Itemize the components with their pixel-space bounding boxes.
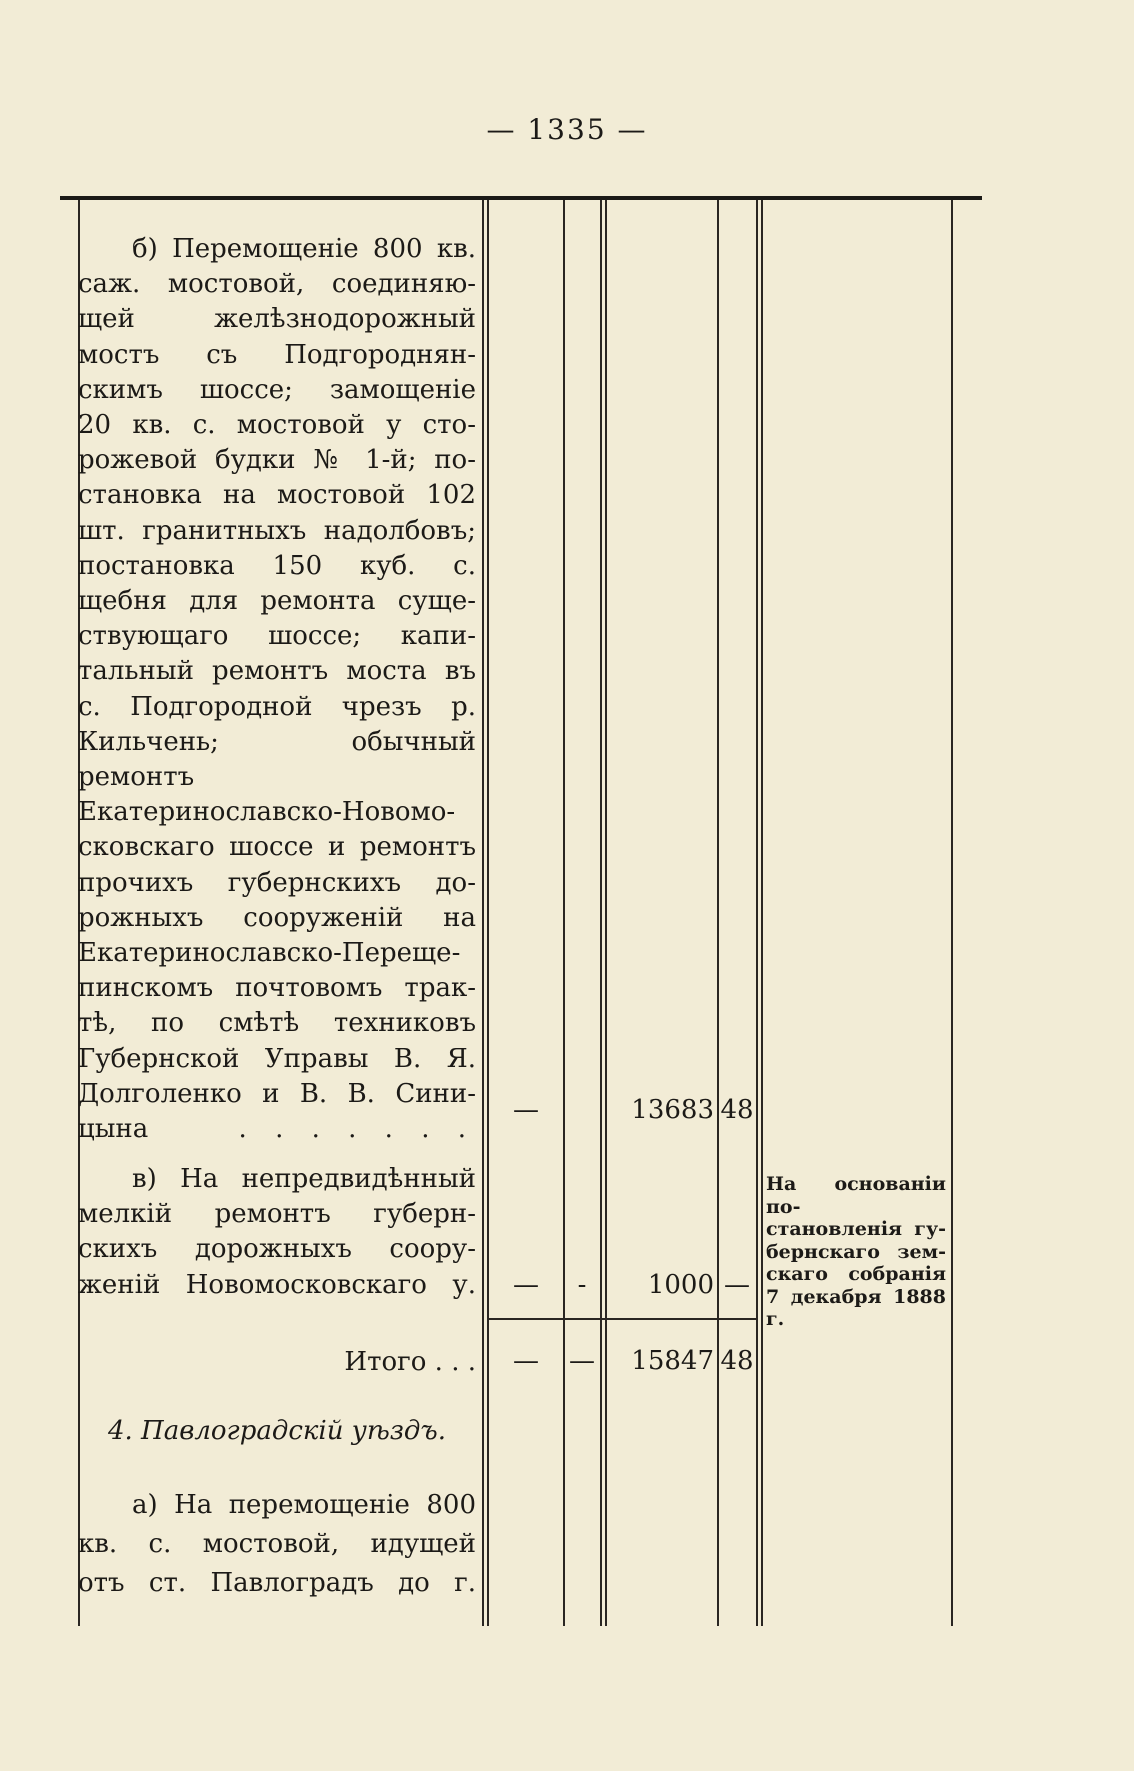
item-v-line: в) На непредвидѣнный: [132, 1164, 476, 1194]
column-rule-col2-end-a: [600, 200, 602, 1626]
top-rule: [60, 196, 982, 200]
item-b-col1-dash: —: [513, 1095, 539, 1125]
item-b-line: Екатеринославско-Перещe-: [78, 938, 461, 969]
page-number: — 1335 —: [486, 113, 648, 146]
column-rule-col1-end: [563, 200, 565, 1626]
total-kopecks: 48: [720, 1346, 754, 1376]
item-b-last-word: цына: [78, 1114, 149, 1145]
item-b-line: становка на мостовой 102: [78, 480, 476, 511]
section-title: 4. Павлоградскій уѣздъ.: [107, 1416, 447, 1446]
note-line: бернскаго зем-: [766, 1240, 946, 1263]
item-v-line: скихъ дорожныхъ соору-: [78, 1234, 476, 1265]
column-rule-text-end-b: [487, 200, 489, 1626]
item-b-rubles: 13683: [631, 1095, 714, 1125]
item-b-line: Губернской Управы В. Я.: [78, 1043, 476, 1074]
item-b-line: мостъ съ Подгороднян-: [78, 339, 476, 370]
item-b-line: щей желѣзнодорожный: [78, 304, 476, 335]
item-b-line: Кильчень; обычный ремонтъ: [78, 726, 476, 793]
item-v-col2-dash: -: [577, 1270, 587, 1300]
item-v-text: [78, 1162, 476, 1303]
note-line: 7 декабря 1888 г.: [766, 1285, 946, 1330]
item-v-note: [766, 1173, 946, 1331]
item-b-line: постановка 150 куб. с.: [78, 550, 476, 581]
item-b-line: скимъ шоссе; замощеніе: [78, 374, 476, 405]
column-rule-kopecks-end-a: [756, 200, 758, 1626]
column-rule-right: [951, 200, 953, 1626]
column-rule-rubles-end: [717, 200, 719, 1626]
item-b-line: с. Подгородной чрезъ р.: [78, 691, 476, 722]
column-rule-kopecks-end-b: [761, 200, 763, 1626]
total-rubles: 15847: [631, 1346, 714, 1376]
total-separator: [487, 1318, 757, 1320]
item-b-line: ствующаго шоссе; капи-: [78, 621, 476, 652]
item-v-kopecks: —: [724, 1270, 750, 1300]
item-a-text: [78, 1486, 476, 1603]
item-b-line: шт. гранитныхъ надолбовъ;: [78, 515, 476, 546]
total-col2-dash: —: [569, 1346, 595, 1376]
item-b-line: рожевой будки № 1-й; по-: [78, 445, 476, 476]
item-b-kopecks: 48: [720, 1095, 754, 1125]
item-b-line: Екатеринославско-Новомо-: [78, 797, 456, 828]
item-b-line: щебня для ремонта суще-: [78, 586, 476, 617]
column-rule-text-end-a: [482, 200, 484, 1626]
item-b-line: сковскаго шоссе и ремонтъ: [78, 832, 476, 863]
item-b-line: тѣ, по смѣтѣ техниковъ: [78, 1008, 476, 1039]
item-v-line: мелкій ремонтъ губерн-: [78, 1199, 476, 1230]
total-col1-dash: —: [513, 1346, 539, 1376]
item-b-line: саж. мостовой, соединяю-: [78, 269, 476, 300]
column-rule-col2-end-b: [605, 200, 607, 1626]
item-v-last-line: женій Новомосковскаго у.: [78, 1269, 476, 1300]
total-label: Итого . . .: [344, 1347, 476, 1377]
note-line: скаго собранія: [766, 1263, 946, 1285]
item-b-line: пинскомъ почтовомъ трак-: [78, 973, 476, 1004]
item-a-line: отъ ст. Павлоградъ до г.: [78, 1568, 476, 1598]
item-v-col1-dash: —: [513, 1270, 539, 1300]
item-b-leader-dots: . . . . . . .: [238, 1114, 476, 1145]
note-line: На основаніи по-: [766, 1173, 946, 1218]
item-a-line: а) На перемощеніе 800: [132, 1490, 476, 1520]
note-line: становленія гу-: [766, 1218, 946, 1240]
item-b-text: [78, 232, 476, 1147]
item-b-line: рожныхъ сооруженій на: [78, 902, 476, 933]
item-b-last-line: [78, 1112, 476, 1147]
item-b-line: 20 кв. с. мостовой у сто-: [78, 410, 476, 441]
item-a-line: кв. с. мостовой, идущей: [78, 1529, 476, 1559]
item-b-line: Долголенко и В. В. Сини-: [78, 1078, 476, 1109]
item-b-line: б) Перемощеніе 800 кв.: [132, 234, 476, 264]
item-b-line: прочихъ губернскихъ до-: [78, 867, 476, 898]
item-v-rubles: 1000: [647, 1270, 714, 1300]
item-b-line: тальный ремонтъ моста въ: [78, 656, 476, 687]
